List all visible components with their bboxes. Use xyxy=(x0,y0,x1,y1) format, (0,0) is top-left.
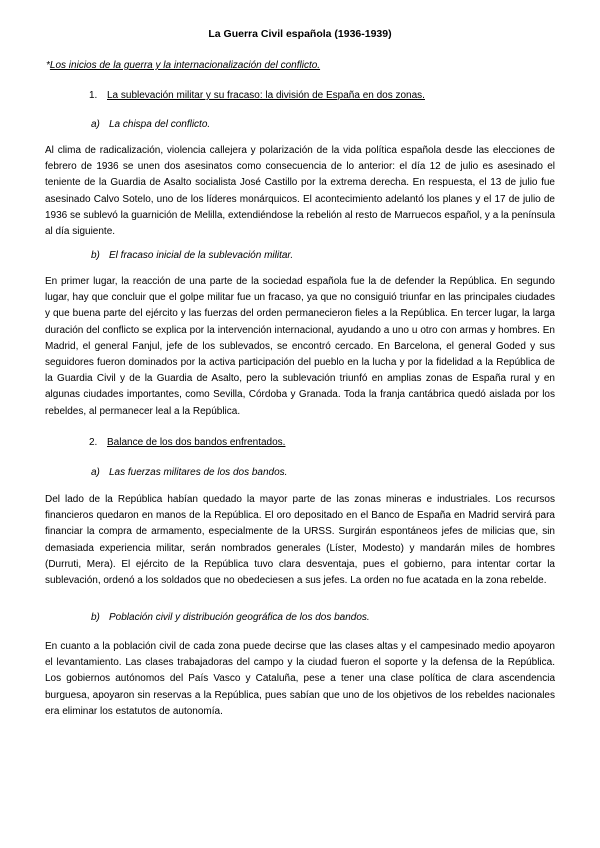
point-1-number: 1. xyxy=(89,90,98,101)
document-title: La Guerra Civil española (1936-1939) xyxy=(208,28,392,40)
subsection-2b-title: Población civil y distribución geográfica de los dos bandos. xyxy=(109,612,370,623)
subsection-2a-letter: a) xyxy=(91,467,100,478)
subsection-1b-title: El fracaso inicial de la sublevación militar. xyxy=(109,250,294,261)
paragraph-2b: En cuanto a la población civil de cada zona puede decirse que las clases altas y el campesinado medio apoyaron el levantamiento. Las clases trabajadoras del campo y la ciudad fueron el soporte y la defensa de la República. Los gobiernos autónomos del País Vasco y Cataluña, pese a tener una clase política de clara ascendencia burguesa, apoyaron sin reservas a la República, pues sabían que uno de los objetivos de los rebeldes nacionales era eliminar los estatutos de autonomía. xyxy=(45,641,555,717)
subsection-1a-heading xyxy=(91,119,210,130)
subsection-2b-heading xyxy=(91,612,370,623)
point-2-number: 2. xyxy=(89,437,98,448)
point-2-title: Balance de los dos bandos enfrentados. xyxy=(107,437,286,448)
paragraph-1a: Al clima de radicalización, violencia callejera y polarización de la vida política española desde las elecciones de febrero de 1936 se unen dos asesinatos como consecuencia de lo anterior: el día 12 de julio es asesinado el teniente de la Guardia de Asalto socialista José Castillo por la extrema derecha. En respuesta, el 13 de julio fue asesinado Calvo Sotelo, uno de los líderes monárquicos. El acontecimiento adelantó los planes y el 17 de julio de 1936 se sublevó la guarnición de Melilla, extendiéndose la rebelión al resto de Marruecos español, y a la península al día siguiente. xyxy=(45,145,555,238)
section-bullet: * xyxy=(46,60,50,71)
paragraph-2a: Del lado de la República habían quedado la mayor parte de las zonas mineras e industriales. Los recursos financieros quedaron en manos de la República. El oro depositado en el Banco de España en Madrid servirá para financiar la compra de armamento, especialmente de la URSS. Surgirán espontáneos jefes de milicias que, sin demasiada experiencia militar, serán nombrados generales (Líster, Modesto) y mandarán miles de hombres (Durruti, Mera). El ejército de la República tuvo clara desventaja, pues el gobierno, para intentar cortar la sublevación, ordenó a los soldados que no obedeciesen a sus jefes. La orden no fue acatada en la zona rebelde. xyxy=(45,494,555,587)
point-1-heading xyxy=(89,90,425,101)
subsection-1a-title: La chispa del conflicto. xyxy=(109,119,211,130)
subsection-1b-heading xyxy=(91,250,293,261)
subsection-1b-letter: b) xyxy=(91,250,100,261)
section-heading xyxy=(46,60,320,71)
point-1-title: La sublevación militar y su fracaso: la división de España en dos zonas. xyxy=(107,90,425,101)
subsection-2a-heading xyxy=(91,467,287,478)
paragraph-1b: En primer lugar, la reacción de una parte de la sociedad española fue la de defender la República. En segundo lugar, hay que concluir que el golpe militar fue un fracaso, ya que no consiguió triunfar en las principales ciudades y que buena parte del ejército y las fuerzas del orden permanecieron fieles a la República. En tercer lugar, la larga duración del conflicto se explica por la intervención internacional, ayudando a uno u otro con armas y hombres. En Madrid, el general Fanjul, jefe de los sublevados, se encontró cercado. En Barcelona, el general Goded y sus seguidores fueron dominados por la activa participación del pueblo en la lucha y por la fidelidad a la República de la Guardia Civil y de la Guardia de Asalto, pero la sublevación triunfó en amplias zonas de España rural y en algunas ciudades importantes, como Sevilla, Córdoba y Granada. Toda la franja cantábrica quedó aislada por los rebeldes, al permanecer leal a la República. xyxy=(45,276,555,417)
subsection-2a-title: Las fuerzas militares de los dos bandos. xyxy=(109,467,288,478)
subsection-2b-letter: b) xyxy=(91,612,100,623)
point-2-heading xyxy=(89,437,285,448)
subsection-1a-letter: a) xyxy=(91,119,100,130)
section-heading-text: Los inicios de la guerra y la internacionalización del conflicto. xyxy=(49,60,321,71)
